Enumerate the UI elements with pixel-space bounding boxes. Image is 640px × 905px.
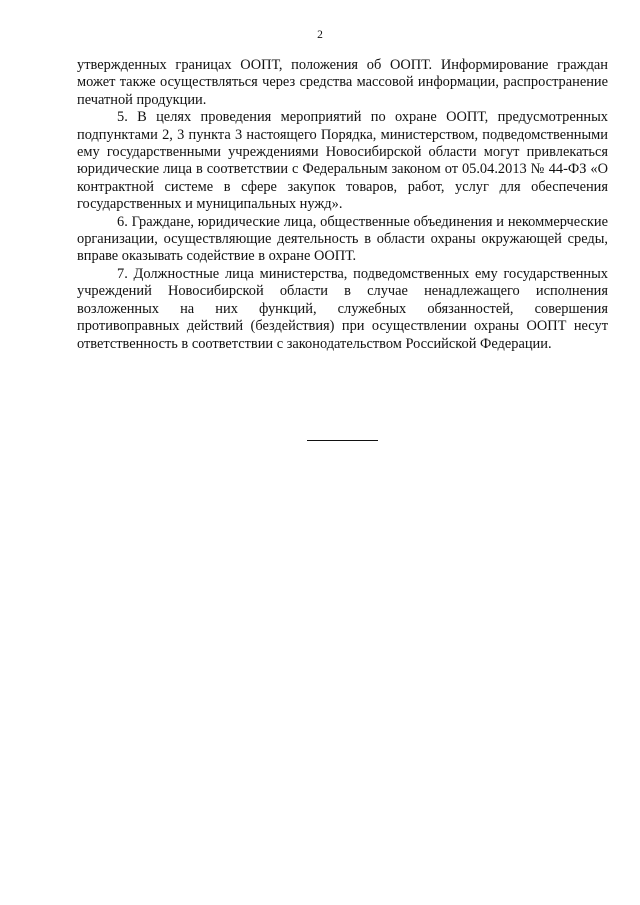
paragraph-item-5: 5. В целях проведения мероприятий по охране ООПТ, предусмотренных подпунктами 2, 3 пункта 3 настоящего Порядка, министерством, подведомственными ему государственными учреждениями Новосибирской области могут привлекаться юридические лица в соответствии с Федеральным законом от 05.04.2013 № 44-ФЗ «О контрактной системе в сфере закупок товаров, работ, услуг для обеспечения государственных и муниципальных нужд».	[77, 109, 608, 213]
paragraph-item-6: 6. Граждане, юридические лица, общественные объединения и некоммерческие организации, осуществляющие деятельность в области охраны окружающей среды, вправе оказывать содействие в охране ООПТ.	[77, 213, 608, 265]
paragraph-item-7: 7. Должностные лица министерства, подведомственных ему государственных учреждений Новосибирской области в случае ненадлежащего исполнения возложенных на них функций, служебных обязанностей, совершения противоправных действий (бездействия) при осуществлении охраны ООПТ несут ответственность в соответствии с законодательством Российской Федерации.	[77, 265, 608, 352]
document-body	[77, 57, 608, 353]
page-number: 2	[317, 29, 323, 41]
end-of-document-line	[307, 440, 378, 441]
paragraph-continuation: утвержденных границах ООПТ, положения об ООПТ. Информирование граждан может также осуществляться через средства массовой информации, распространение печатной продукции.	[77, 57, 608, 108]
